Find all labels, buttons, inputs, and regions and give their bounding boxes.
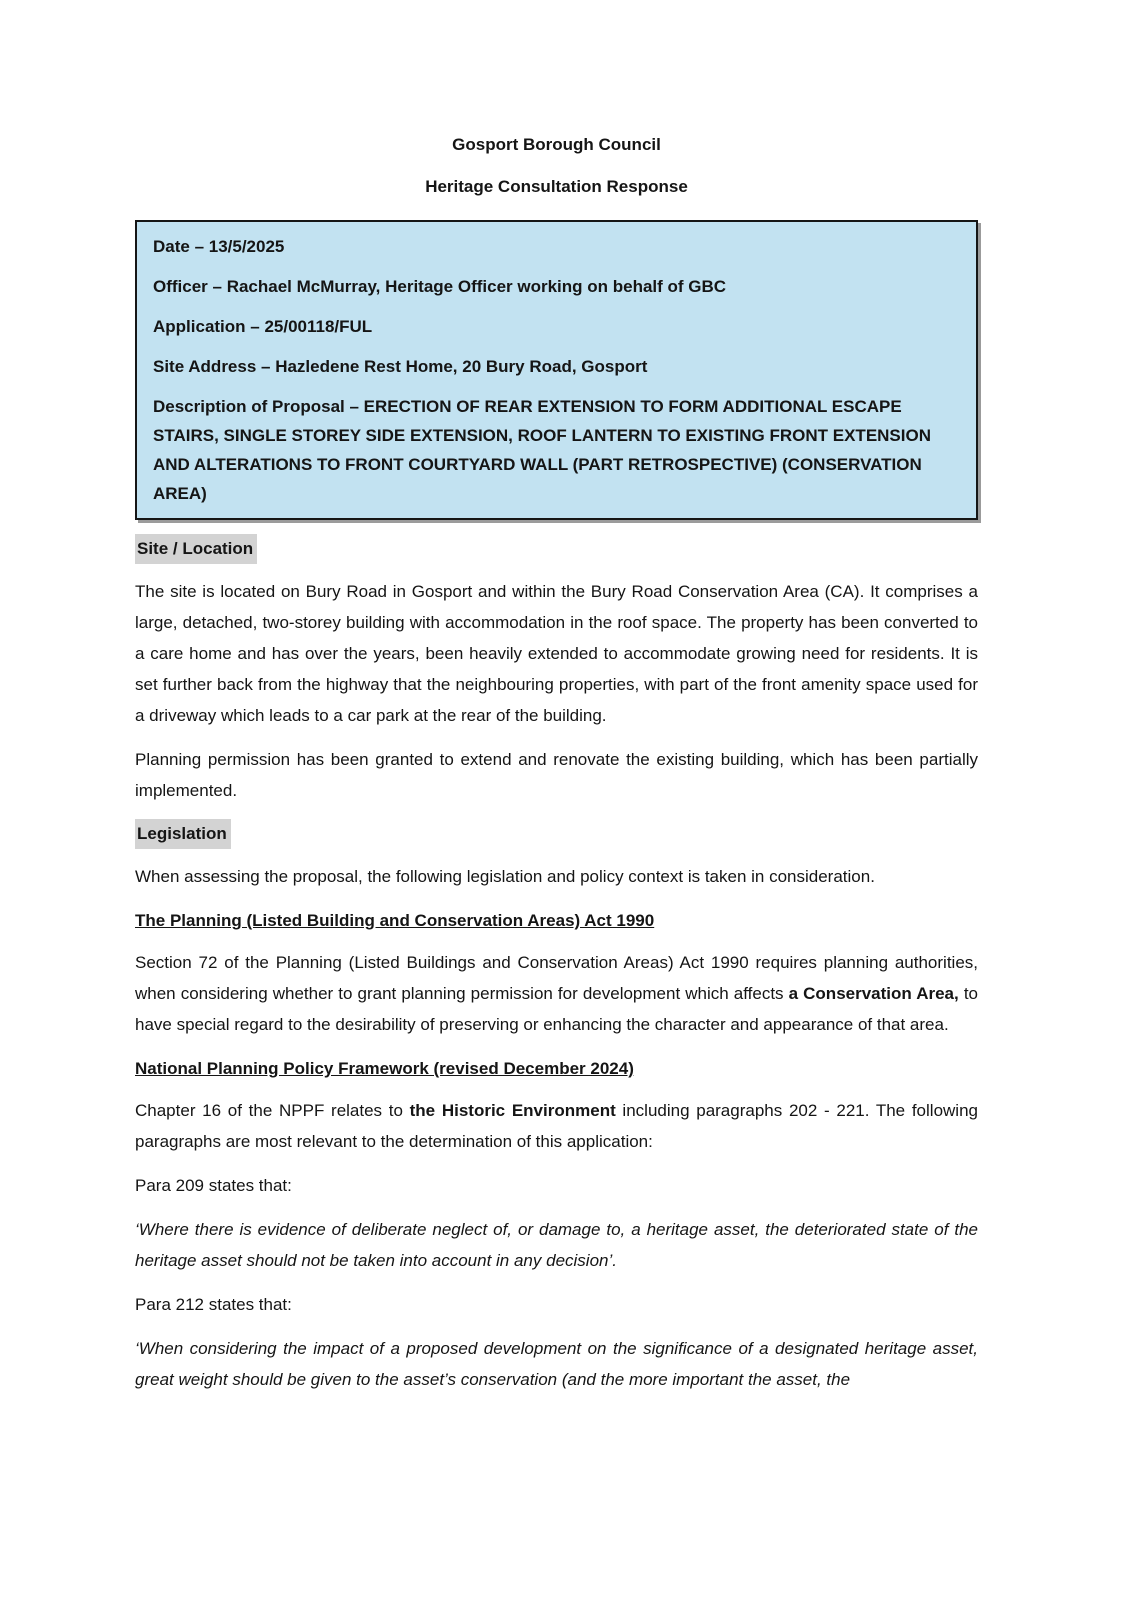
summary-date: Date – 13/5/2025 bbox=[153, 237, 285, 256]
legislation-heading bbox=[135, 819, 978, 849]
summary-application-number: Application – 25/00118/FUL bbox=[153, 317, 373, 336]
section-72-text-1: Section 72 of the Planning (Listed Buildings and Conservation Areas) Act 1990 requires planning authorities, when considering whether to grant planning permission for development which affects bbox=[135, 953, 978, 1003]
section-72-paragraph bbox=[135, 947, 978, 1040]
document-title: Gosport Borough Council bbox=[452, 135, 661, 154]
nppf-text-2: including paragraphs 202 - 221. The following paragraphs are most relevant to the determination of this application: bbox=[135, 1101, 978, 1151]
para-212-label: Para 212 states that: bbox=[135, 1295, 292, 1314]
site-location-heading-text: Site / Location bbox=[135, 534, 257, 564]
section-72-text-2: to have special regard to the desirability of preserving or enhancing the character and appearance of that area. bbox=[135, 984, 978, 1034]
summary-proposal-description: Description of Proposal – ERECTION OF REAR EXTENSION TO FORM ADDITIONAL ESCAPE STAIRS, SINGLE STOREY SIDE EXTENSION, ROOF LANTERN TO EXISTING FRONT EXTENSION AND ALTERATIONS TO FRONT COURTYARD WALL (PART RETROSPECTIVE) (CONSERVATION AREA) bbox=[153, 397, 931, 503]
legislation-intro-paragraph: When assessing the proposal, the following legislation and policy context is taken in consideration. bbox=[135, 867, 875, 886]
para-209-quote: ‘Where there is evidence of deliberate neglect of, or damage to, a heritage asset, the deteriorated state of the heritage asset should not be taken into account in any decision’. bbox=[135, 1220, 978, 1270]
para-209-label: Para 209 states that: bbox=[135, 1176, 292, 1195]
document-subtitle: Heritage Consultation Response bbox=[425, 177, 688, 196]
summary-officer: Officer – Rachael McMurray, Heritage Officer working on behalf of GBC bbox=[153, 277, 727, 296]
site-location-paragraph-2: Planning permission has been granted to extend and renovate the existing building, which has been partially implemented. bbox=[135, 750, 978, 800]
planning-act-heading: The Planning (Listed Building and Conservation Areas) Act 1990 bbox=[135, 911, 655, 930]
para-212-quote: ‘When considering the impact of a proposed development on the significance of a designated heritage asset, great weight should be given to the asset’s conservation (and the more important the asset, the bbox=[135, 1339, 978, 1389]
summary-site-address: Site Address – Hazledene Rest Home, 20 Bury Road, Gosport bbox=[153, 357, 648, 376]
site-location-paragraph-1: The site is located on Bury Road in Gosport and within the Bury Road Conservation Area (CA). It comprises a large, detached, two-storey building with accommodation in the roof space. The property has been converted to a care home and has over the years, been heavily extended to accommodate growing need for residents. It is set further back from the highway that the neighbouring properties, with part of the front amenity space used for a driveway which leads to a car park at the rear of the building. bbox=[135, 582, 978, 725]
legislation-heading-text: Legislation bbox=[135, 819, 231, 849]
nppf-paragraph bbox=[135, 1095, 978, 1157]
site-location-heading bbox=[135, 534, 978, 564]
nppf-text-1: Chapter 16 of the NPPF relates to bbox=[135, 1101, 410, 1120]
section-72-bold-text: a Conservation Area, bbox=[788, 984, 959, 1003]
nppf-bold-text: the Historic Environment bbox=[409, 1101, 616, 1120]
application-summary-box bbox=[135, 220, 978, 520]
nppf-heading: National Planning Policy Framework (revised December 2024) bbox=[135, 1059, 634, 1078]
